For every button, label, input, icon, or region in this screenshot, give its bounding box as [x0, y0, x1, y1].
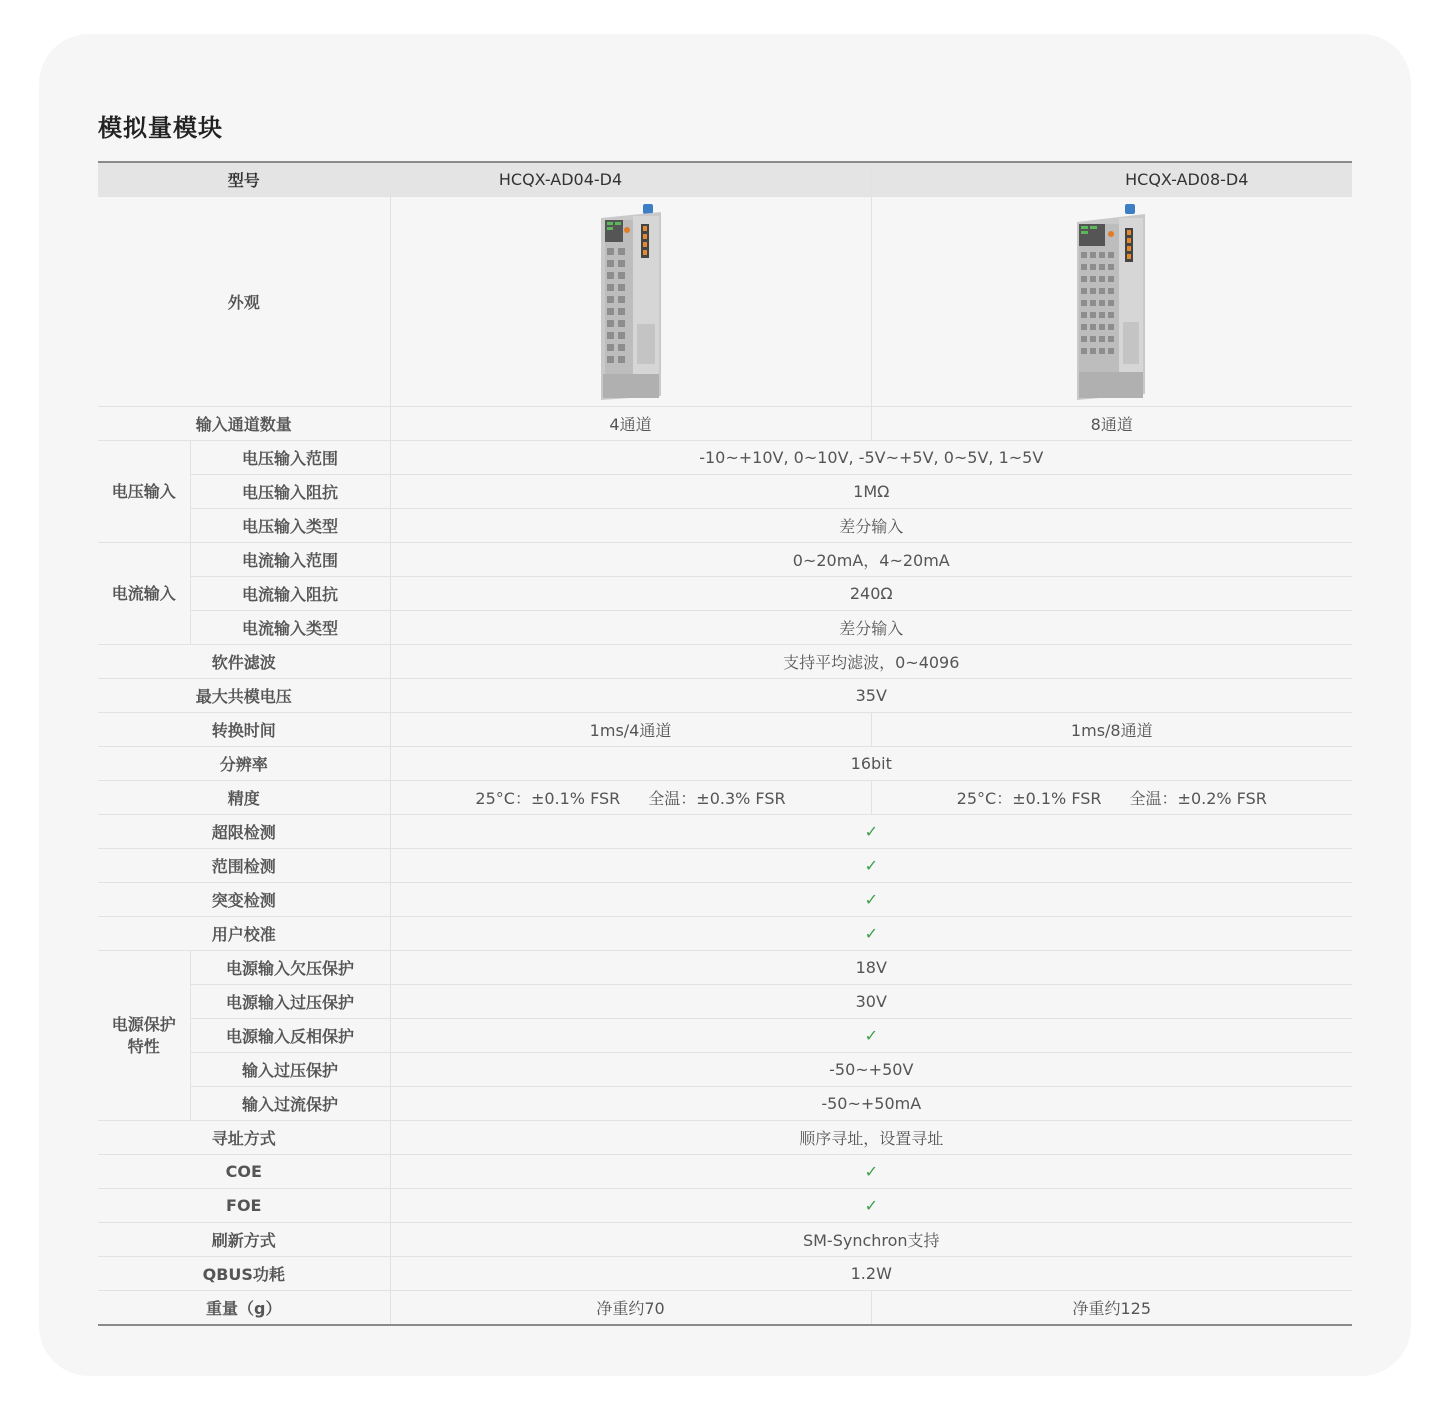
check-icon: ✓ [864, 924, 878, 943]
model-label: 型号 [98, 162, 390, 197]
row-label: 重量（g） [98, 1291, 390, 1326]
table-header-row [98, 162, 1352, 197]
row-label: 寻址方式 [98, 1121, 390, 1155]
row-label: 输入过压保护 [190, 1053, 390, 1087]
row-value: 净重约70 [390, 1291, 871, 1326]
io-module-image [1069, 204, 1155, 400]
row-label: 电流输入类型 [190, 611, 390, 645]
row-label: 刷新方式 [98, 1223, 390, 1257]
row-value: 30V [390, 985, 1352, 1019]
row-label: 输入通道数量 [98, 407, 390, 441]
row-value [390, 917, 1352, 951]
row-label: 电压输入阻抗 [190, 475, 390, 509]
table-row [98, 679, 1352, 713]
row-value: 16bit [390, 747, 1352, 781]
row-label: 输入过流保护 [190, 1087, 390, 1121]
row-label: 电压输入范围 [190, 441, 390, 475]
model-2: HCQX-AD08-D4 [871, 162, 1352, 197]
check-icon: ✓ [864, 1162, 878, 1181]
row-label: 用户校准 [98, 917, 390, 951]
table-row [98, 1087, 1352, 1121]
spec-table [98, 161, 1352, 1326]
row-value [390, 849, 1352, 883]
row-label: 最大共模电压 [98, 679, 390, 713]
accuracy-full-temp: 全温：±0.2% FSR [1129, 789, 1267, 808]
row-label: 分辨率 [98, 747, 390, 781]
row-value: SM-Synchron支持 [390, 1223, 1352, 1257]
table-row [98, 1291, 1352, 1326]
row-value [390, 883, 1352, 917]
table-row [98, 407, 1352, 441]
row-value [390, 781, 871, 815]
page-title: 模拟量模块 [98, 114, 223, 142]
row-value: 0~20mA，4~20mA [390, 543, 1352, 577]
table-row [98, 1155, 1352, 1189]
accuracy-full-temp: 全温：±0.3% FSR [648, 789, 786, 808]
table-row [98, 509, 1352, 543]
row-value: 1ms/4通道 [390, 713, 871, 747]
check-icon: ✓ [864, 1196, 878, 1215]
table-row [98, 1189, 1352, 1223]
table-row [98, 951, 1352, 985]
row-label: 转换时间 [98, 713, 390, 747]
row-label: 超限检测 [98, 815, 390, 849]
check-icon: ✓ [864, 856, 878, 875]
row-label: 范围检测 [98, 849, 390, 883]
table-row [98, 645, 1352, 679]
row-value: 240Ω [390, 577, 1352, 611]
io-module-image [591, 204, 671, 400]
accuracy-25c: 25°C：±0.1% FSR [956, 789, 1102, 808]
row-value: 4通道 [390, 407, 871, 441]
appearance-label: 外观 [98, 197, 390, 407]
table-row [98, 713, 1352, 747]
table-row [98, 917, 1352, 951]
table-row [98, 543, 1352, 577]
table-row [98, 577, 1352, 611]
row-value: 8通道 [871, 407, 1352, 441]
row-label: 电压输入类型 [190, 509, 390, 543]
row-value: 支持平均滤波，0~4096 [390, 645, 1352, 679]
row-label: 精度 [98, 781, 390, 815]
accuracy-25c: 25°C：±0.1% FSR [475, 789, 621, 808]
row-label: FOE [98, 1189, 390, 1223]
table-row [98, 441, 1352, 475]
row-value [390, 815, 1352, 849]
group-label: 电流输入 [98, 543, 190, 645]
row-value: 差分输入 [390, 611, 1352, 645]
table-row [98, 883, 1352, 917]
row-value [871, 781, 1352, 815]
group-label: 电源保护 特性 [98, 951, 190, 1121]
row-label: 电流输入范围 [190, 543, 390, 577]
row-label: 突变检测 [98, 883, 390, 917]
row-value: -50~+50V [390, 1053, 1352, 1087]
row-label: 电源输入过压保护 [190, 985, 390, 1019]
row-value: 1ms/8通道 [871, 713, 1352, 747]
table-row [98, 1121, 1352, 1155]
check-icon: ✓ [864, 890, 878, 909]
row-label: 软件滤波 [98, 645, 390, 679]
check-icon: ✓ [864, 1026, 878, 1045]
table-row [98, 985, 1352, 1019]
module-image-1 [390, 197, 871, 407]
row-value: 顺序寻址，设置寻址 [390, 1121, 1352, 1155]
table-row [98, 747, 1352, 781]
group-label: 电压输入 [98, 441, 190, 543]
table-row [98, 1223, 1352, 1257]
table-row [98, 849, 1352, 883]
module-image-2 [871, 197, 1352, 407]
row-value: 18V [390, 951, 1352, 985]
table-row [98, 475, 1352, 509]
check-icon: ✓ [864, 822, 878, 841]
row-label: QBUS功耗 [98, 1257, 390, 1291]
row-value [390, 1019, 1352, 1053]
row-value: -10~+10V, 0~10V, -5V~+5V, 0~5V, 1~5V [390, 441, 1352, 475]
row-value: 差分输入 [390, 509, 1352, 543]
row-value: -50~+50mA [390, 1087, 1352, 1121]
row-value: 1.2W [390, 1257, 1352, 1291]
row-value: 1MΩ [390, 475, 1352, 509]
row-value [390, 1155, 1352, 1189]
table-row [98, 611, 1352, 645]
table-row [98, 1053, 1352, 1087]
row-value: 35V [390, 679, 1352, 713]
model-1: HCQX-AD04-D4 [390, 162, 871, 197]
table-row [98, 1257, 1352, 1291]
row-label: 电源输入反相保护 [190, 1019, 390, 1053]
row-value: 净重约125 [871, 1291, 1352, 1326]
table-row [98, 781, 1352, 815]
row-label: 电流输入阻抗 [190, 577, 390, 611]
table-row [98, 1019, 1352, 1053]
row-label: COE [98, 1155, 390, 1189]
table-row [98, 815, 1352, 849]
row-value [390, 1189, 1352, 1223]
table-row [98, 197, 1352, 407]
row-label: 电源输入欠压保护 [190, 951, 390, 985]
